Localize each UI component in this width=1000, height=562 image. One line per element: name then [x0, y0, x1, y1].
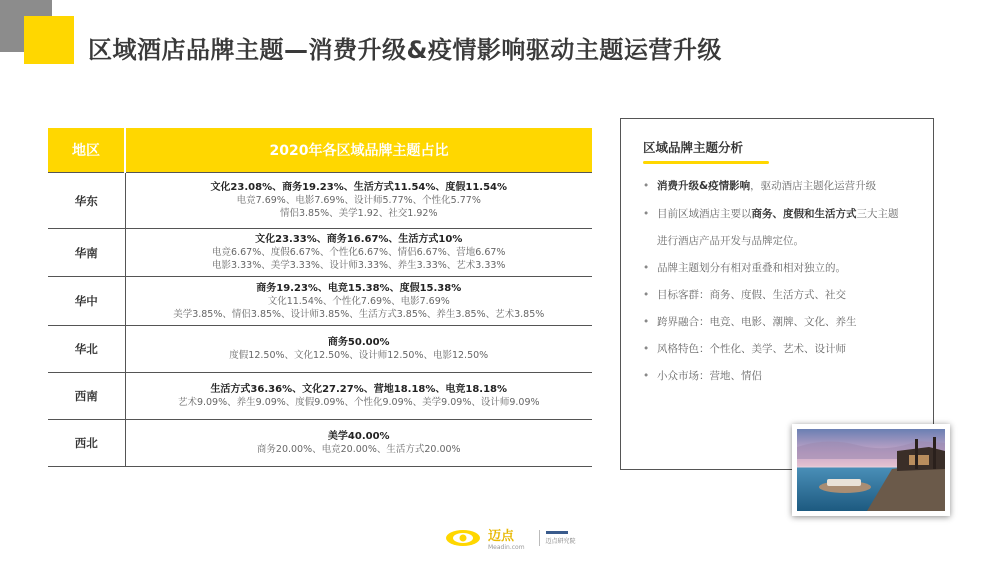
- share-line: 电影3.33%、美学3.33%、设计师3.33%、养生3.33%、艺术3.33%: [212, 260, 506, 271]
- bullet-bold: 商务、度假和生活方式: [751, 208, 857, 220]
- share-line: 情侣3.85%、美学1.92、社交1.92%: [279, 208, 438, 219]
- share-line: 电竞6.67%、度假6.67%、个性化6.67%、情侣6.67%、营地6.67%: [212, 247, 506, 258]
- list-item-continuation: [641, 234, 931, 248]
- header-region: 地区: [48, 128, 125, 173]
- share-line-main: 生活方式36.36%、文化27.27%、营地18.18%、电竞18.18%: [210, 384, 508, 395]
- header-share: 2020年各区域品牌主题占比: [125, 128, 592, 173]
- share-cell: [125, 326, 592, 373]
- corner-decoration-yellow: [24, 16, 74, 64]
- page-title: 区域酒店品牌主题—消费升级&疫情影响驱动主题运营升级: [88, 36, 722, 64]
- table-row: [48, 229, 592, 277]
- bullet-text: 三大主题: [856, 208, 899, 220]
- eye-logo-icon: [444, 528, 482, 548]
- share-line-main: 文化23.33%、商务16.67%、生活方式10%: [255, 234, 463, 245]
- panel-title: 区域品牌主题分析: [643, 140, 744, 155]
- share-line-main: 商务19.23%、电竞15.38%、度假15.38%: [256, 282, 462, 294]
- share-line: 电竞7.69%、电影7.69%、设计师5.77%、个性化5.77%: [236, 195, 481, 206]
- table-row: [48, 420, 592, 467]
- share-line-main: 文化23.08%、商务19.23%、生活方式11.54%、度假11.54%: [210, 182, 508, 193]
- logo-research: 迈点研究院: [545, 538, 576, 545]
- bullet-text: 进行酒店产品开发与品牌定位。: [657, 235, 804, 247]
- share-line: 商务20.00%、电竞20.00%、生活方式20.00%: [256, 444, 461, 455]
- share-line-main: 美学40.00%: [327, 431, 390, 442]
- list-item: • 跨界融合：电竞、电影、潮牌、文化、养生: [641, 315, 931, 329]
- region-cell: 华北: [48, 326, 125, 373]
- share-line-main: 商务50.00%: [327, 337, 390, 348]
- share-cell: [125, 229, 592, 277]
- share-line: 艺术9.09%、养生9.09%、度假9.09%、个性化9.09%、美学9.09%、设计师9.09%: [177, 397, 540, 408]
- share-line: 文化11.54%、个性化7.69%、电影7.69%: [267, 295, 450, 307]
- share-line: 美学3.85%、情侣3.85%、设计师3.85%、生活方式3.85%、养生3.85%、艺术3.85%: [173, 308, 545, 320]
- region-cell: 西北: [48, 420, 125, 467]
- resort-photo-image: [797, 429, 945, 511]
- list-item: [641, 179, 931, 193]
- table-row: [48, 326, 592, 373]
- share-cell: [125, 373, 592, 420]
- logo-name: 迈点: [488, 529, 515, 544]
- analysis-panel: [620, 118, 934, 470]
- table-row: [48, 173, 592, 229]
- analysis-list: [641, 179, 931, 383]
- table-row: [48, 277, 592, 326]
- region-cell: 华南: [48, 229, 125, 277]
- resort-photo: [792, 424, 950, 516]
- research-logo-icon: [546, 531, 568, 534]
- panel-title-underline: [643, 161, 769, 164]
- region-cell: 华东: [48, 173, 125, 229]
- share-cell: [125, 420, 592, 467]
- logo-divider: [539, 530, 540, 546]
- table-row: [48, 373, 592, 420]
- table-header-row: [48, 128, 592, 173]
- list-item: [641, 207, 931, 221]
- list-item: • 风格特色：个性化、美学、艺术、设计师: [641, 342, 931, 356]
- region-theme-table: [48, 128, 592, 467]
- logo-domain: Meadin.com: [488, 544, 525, 551]
- list-item: • 小众市场：营地、情侣: [641, 369, 931, 383]
- list-item: • 目标客群：商务、度假、生活方式、社交: [641, 288, 931, 302]
- list-item: • 品牌主题划分有相对重叠和相对独立的。: [641, 261, 931, 275]
- share-cell: [125, 173, 592, 229]
- bullet-bold: 消费升级&疫情影响: [657, 180, 751, 192]
- region-cell: 华中: [48, 277, 125, 326]
- share-cell: [125, 277, 592, 326]
- bullet-text: 目前区域酒店主要以: [657, 208, 752, 220]
- region-cell: 西南: [48, 373, 125, 420]
- share-line: 度假12.50%、文化12.50%、设计师12.50%、电影12.50%: [229, 350, 489, 361]
- bullet-text: ，驱动酒店主题化运营升级: [750, 180, 877, 192]
- brand-logo: [444, 526, 576, 550]
